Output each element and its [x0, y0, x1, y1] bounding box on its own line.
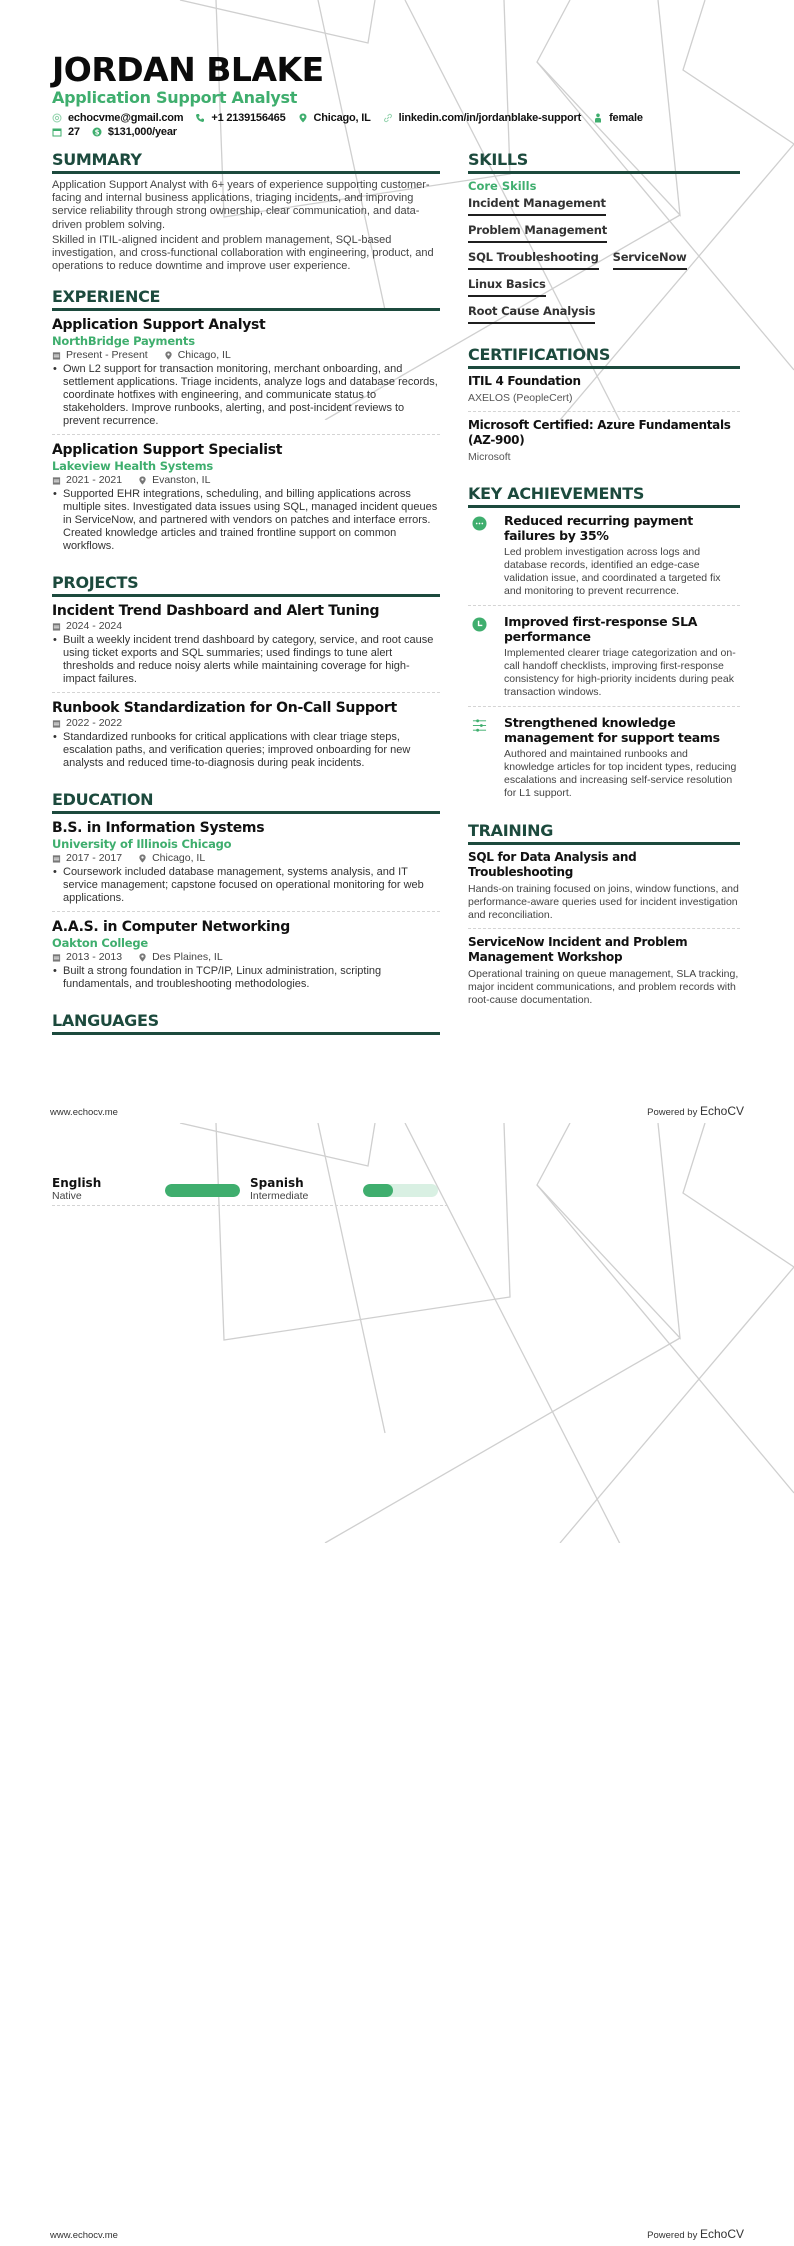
achievement-entry	[468, 614, 740, 707]
certification-entry	[468, 374, 740, 412]
location-pin-icon	[138, 476, 147, 485]
location-pin-icon	[138, 953, 147, 962]
job-dates: 2021 - 2021	[66, 474, 123, 487]
language-proficiency-bar	[363, 1184, 438, 1197]
right-column	[468, 150, 740, 1027]
resume-page-2	[0, 1123, 794, 2246]
education-heading: EDUCATION	[52, 790, 440, 814]
link-icon	[383, 113, 393, 123]
achievement-entry	[468, 513, 740, 606]
location-pin-icon	[164, 351, 173, 360]
contact-phone[interactable]	[195, 111, 285, 125]
bullet-item: • Built a weekly incident trend dashboard by category, service, and root cause using ticket exports and SQL summaries; used findings to tune alert thresholds and reduce noisy alerts while maintaining coverage for high-impact failures.	[52, 634, 440, 686]
project-bullets	[52, 634, 440, 686]
education-bullets	[52, 866, 440, 905]
location-pin-icon	[298, 113, 308, 123]
contact-salary	[92, 125, 177, 139]
candidate-title: Application Support Analyst	[52, 88, 298, 107]
skill-tag: Problem Management	[468, 223, 607, 243]
certifications-section	[468, 345, 740, 470]
certification-name: Microsoft Certified: Azure Fundamentals (AZ-900)	[468, 418, 731, 447]
footer-website[interactable]: www.echocv.me	[50, 1107, 118, 1118]
contact-gender	[593, 111, 643, 125]
sliders-icon	[472, 718, 487, 733]
powered-by-label: Powered by	[647, 1107, 698, 1118]
bullet-item: • Coursework included database management, systems analysis, and IT service management; capstone focused on operational monitoring for web applications.	[52, 866, 440, 905]
job-title: Application Support Analyst	[52, 317, 266, 334]
dollar-icon	[92, 127, 102, 137]
language-name: Spanish	[250, 1176, 304, 1190]
project-entry	[52, 602, 440, 693]
language-level: Intermediate	[250, 1190, 309, 1202]
project-dates: 2024 - 2024	[66, 620, 123, 633]
training-section	[468, 821, 740, 1013]
project-meta	[52, 620, 440, 633]
resume-header	[52, 52, 752, 139]
projects-section	[52, 573, 440, 776]
languages-section	[52, 1011, 440, 1035]
contact-email[interactable]	[52, 111, 183, 125]
powered-by-brand[interactable]: EchoCV	[699, 1104, 744, 1118]
company-name: Lakeview Health Systems	[52, 459, 214, 474]
training-description: Hands-on training focused on joins, window functions, and performance-aware queries used for incident investigation and reconciliation.	[468, 883, 739, 921]
training-entry	[468, 850, 740, 929]
skill-group-label: Core Skills	[468, 179, 537, 193]
degree-title: B.S. in Information Systems	[52, 820, 265, 837]
job-bullets	[52, 363, 440, 428]
certification-issuer: Microsoft	[468, 451, 511, 463]
person-icon	[593, 113, 603, 123]
certification-name: ITIL 4 Foundation	[468, 374, 581, 388]
education-entry	[52, 819, 440, 912]
page-footer	[50, 1104, 744, 1118]
degree-title: A.A.S. in Computer Networking	[52, 919, 290, 936]
achievement-entry	[468, 715, 740, 807]
contact-phone-text: +1 2139156465	[211, 112, 286, 124]
footer-powered-by	[647, 1104, 744, 1118]
contact-list	[52, 111, 692, 139]
language-entry	[52, 1176, 250, 1206]
contact-linkedin-text: linkedin.com/in/jordanblake-support	[398, 112, 582, 124]
education-entry	[52, 918, 440, 997]
bullet-item: • Built a strong foundation in TCP/IP, Linux administration, scripting fundamentals, and troubleshooting methodologies.	[52, 965, 440, 991]
contact-gender-text: female	[609, 112, 643, 124]
training-description: Operational training on queue management, SLA tracking, major incident communications, and problem records with root-cause documentation.	[468, 968, 739, 1006]
training-entry	[468, 935, 740, 1013]
calendar-icon	[52, 476, 61, 485]
left-column	[52, 150, 440, 1049]
language-entry	[250, 1176, 448, 1206]
summary-section	[52, 150, 440, 273]
achievement-title: Reduced recurring payment failures by 35%	[504, 513, 693, 543]
phone-icon	[195, 113, 205, 123]
job-dates: Present - Present	[66, 349, 148, 362]
project-bullets	[52, 731, 440, 770]
contact-age-text: 27	[68, 126, 80, 138]
powered-by-brand[interactable]: EchoCV	[699, 2227, 744, 2241]
achievements-heading: KEY ACHIEVEMENTS	[468, 484, 740, 508]
job-bullets	[52, 488, 440, 553]
clock-icon	[472, 617, 487, 632]
candidate-name: JORDAN BLAKE	[52, 50, 324, 89]
summary-paragraph: Skilled in ITIL-aligned incident and problem management, SQL-based investigation, and cross-functional collaboration with engineering, product, and operations to reduce downtime and improve user experience.	[52, 233, 434, 273]
job-meta	[52, 474, 440, 487]
education-dates: 2017 - 2017	[66, 852, 123, 865]
contact-linkedin[interactable]	[383, 111, 581, 125]
achievement-description: Led problem investigation across logs and database records, identified an edge-case validation issue, and coordinated a targeted fix and monitoring to prevent recurrence.	[504, 546, 721, 597]
calendar-icon	[52, 719, 61, 728]
achievement-description: Authored and maintained runbooks and knowledge articles for top incident types, reducing escalations and increasing self-service resolution for L1 support.	[504, 748, 737, 799]
experience-heading: EXPERIENCE	[52, 287, 440, 311]
project-meta	[52, 717, 440, 730]
contact-salary-text: $131,000/year	[107, 126, 177, 138]
language-proficiency-fill	[165, 1184, 240, 1197]
skill-tag: ServiceNow	[613, 250, 687, 270]
languages-heading: LANGUAGES	[52, 1011, 440, 1035]
job-title: Application Support Specialist	[52, 442, 283, 459]
page-footer	[50, 2227, 744, 2241]
bullet-item: • Standardized runbooks for critical applications with clear triage steps, escalation paths, and verification queries; improved onboarding for new analysts and reduced time-to-diagnosis during peak incidents.	[52, 731, 440, 770]
experience-entry	[52, 441, 440, 559]
achievements-section	[468, 484, 740, 807]
skills-section	[468, 150, 740, 331]
education-location: Des Plaines, IL	[152, 951, 223, 964]
achievement-description: Implemented clearer triage categorization and on-call handoff checklists, improving first-response consistency for high-priority incidents during peak transaction windows.	[504, 647, 736, 698]
education-meta	[52, 951, 440, 964]
bullet-item: • Own L2 support for transaction monitoring, merchant onboarding, and settlement applications. Triage incidents, analyze logs and database records, coordinate hotfixes with engineering, and communicate status to stakeholders. Improve runbooks, alerting, and post-incident reviews to prevent recurrence.	[52, 363, 440, 428]
language-proficiency-bar	[165, 1184, 240, 1197]
language-list	[52, 1176, 448, 1206]
project-title: Runbook Standardization for On-Call Support	[52, 700, 397, 717]
training-name: SQL for Data Analysis and Troubleshooting	[468, 850, 637, 879]
skill-tag: Linux Basics	[468, 277, 546, 297]
project-dates: 2022 - 2022	[66, 717, 123, 730]
at-icon	[52, 113, 62, 123]
job-location: Chicago, IL	[177, 349, 231, 362]
certification-entry	[468, 418, 740, 470]
calendar-icon	[52, 953, 61, 962]
contact-age	[52, 125, 80, 139]
job-location: Evanston, IL	[152, 474, 211, 487]
education-meta	[52, 852, 440, 865]
experience-section	[52, 287, 440, 559]
calendar-icon	[52, 854, 61, 863]
achievement-title: Improved first-response SLA performance	[504, 614, 698, 644]
school-name: University of Illinois Chicago	[52, 837, 232, 852]
summary-heading: SUMMARY	[52, 150, 440, 174]
experience-entry	[52, 316, 440, 435]
footer-website[interactable]: www.echocv.me	[50, 2230, 118, 2241]
skill-tag: Root Cause Analysis	[468, 304, 595, 324]
education-bullets	[52, 965, 440, 991]
location-pin-icon	[138, 854, 147, 863]
bullet-item: • Supported EHR integrations, scheduling, and billing applications across multiple sites. Investigated data issues using SQL, managed incident queues in ServiceNow, and partnered with vendors on patches and interface errors. Created knowledge articles and trained frontline support on common workflows.	[52, 488, 440, 553]
skill-list	[468, 196, 740, 331]
language-level: Native	[52, 1190, 82, 1202]
training-name: ServiceNow Incident and Problem Management Workshop	[468, 935, 688, 964]
job-meta	[52, 349, 440, 362]
language-proficiency-fill	[363, 1184, 393, 1197]
skills-heading: SKILLS	[468, 150, 740, 174]
calendar-icon	[52, 622, 61, 631]
training-heading: TRAINING	[468, 821, 740, 845]
skill-tag: SQL Troubleshooting	[468, 250, 599, 270]
certifications-heading: CERTIFICATIONS	[468, 345, 740, 369]
dots-circle-icon	[472, 516, 487, 531]
project-entry	[52, 699, 440, 776]
contact-location-text: Chicago, IL	[313, 112, 371, 124]
powered-by-label: Powered by	[647, 2230, 698, 2241]
education-dates: 2013 - 2013	[66, 951, 123, 964]
company-name: NorthBridge Payments	[52, 334, 195, 349]
contact-location	[298, 111, 371, 125]
svg-text:$: $	[94, 128, 100, 137]
footer-powered-by	[647, 2227, 744, 2241]
education-section	[52, 790, 440, 997]
school-name: Oakton College	[52, 936, 149, 951]
language-name: English	[52, 1176, 102, 1190]
calendar-icon	[52, 127, 62, 137]
contact-email-text: echocvme@gmail.com	[68, 112, 184, 124]
calendar-icon	[52, 351, 61, 360]
certification-issuer: AXELOS (PeopleCert)	[468, 392, 573, 404]
achievement-title: Strengthened knowledge management for support teams	[504, 715, 720, 745]
project-title: Incident Trend Dashboard and Alert Tuning	[52, 603, 380, 620]
education-location: Chicago, IL	[152, 852, 206, 865]
skill-tag: Incident Management	[468, 196, 606, 216]
summary-paragraph: Application Support Analyst with 6+ years of experience supporting customer-facing and internal business applications, triaging incidents, and improving service reliability through strong ownership, clear communication, and data-driven problem solving.	[52, 179, 430, 231]
projects-heading: PROJECTS	[52, 573, 440, 597]
